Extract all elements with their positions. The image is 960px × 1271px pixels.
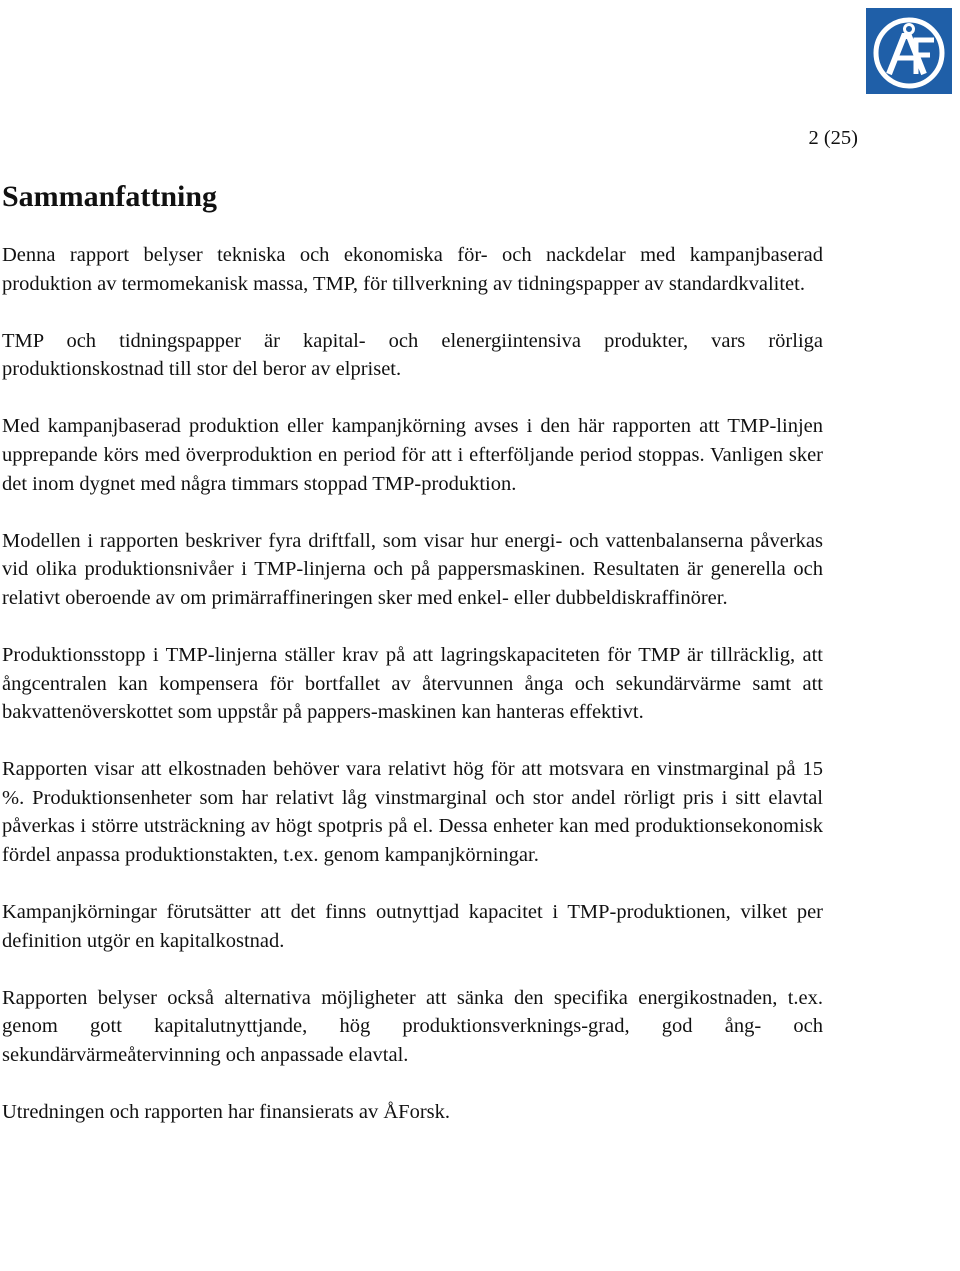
paragraph: Rapporten visar att elkostnaden behöver vara relativt hög för att motsvara en vinstmarginal på 15 %. Produktionsenheter som har relativt låg vinstmarginal och stor andel rörligt pris i sitt elavtal påverkas i större utsträckning av högt spotpris på el. Dessa enheter kan med produktionsekonomisk fördel anpassa produktionstakten, t.ex. genom kampanjkörningar. [2, 758, 823, 866]
paragraph: Denna rapport belyser tekniska och ekonomiska för- och nackdelar med kampanjbaserad produktion av termomekanisk massa, TMP, för tillverkning av tidningspapper av standardkvalitet. [2, 244, 823, 295]
summary-body [2, 241, 823, 1127]
paragraph: Kampanjkörningar förutsätter att det finns outnyttjad kapacitet i TMP-produktionen, vilket per definition utgör en kapitalkostnad. [2, 901, 823, 952]
paragraph: Rapporten belyser också alternativa möjligheter att sänka den specifika energikostnaden, t.ex. genom gott kapitalutnyttjande, hög produktionsverknings-grad, god ång- och sekundärvärmeåtervinning och anpassade elavtal. [2, 986, 823, 1066]
paragraph: Med kampanjbaserad produktion eller kampanjkörning avses i den här rapporten att TMP-linjen upprepande körs med överproduktion en period för att i efterföljande period stoppas. Vanligen sker det inom dygnet med några timmars stoppad TMP-produktion. [2, 415, 823, 495]
paragraph: TMP och tidningspapper är kapital- och elenergiintensiva produkter, vars rörliga produktionskostnad till stor del beror av elpriset. [2, 329, 823, 381]
page-number: 2 (25) [808, 127, 858, 149]
paragraph: Produktionsstopp i TMP-linjerna ställer krav på att lagringskapaciteten för TMP är tillräcklig, att ångcentralen kan kompensera för bortfallet av återvunnen ånga och sekundärvärme samt att bakvattenöverskottet som uppstår på pappers-maskinen kan hanteras effektivt. [2, 643, 823, 724]
section-heading: Sammanfattning [2, 180, 218, 213]
paragraph: Modellen i rapporten beskriver fyra driftfall, som visar hur energi- och vattenbalanserna påverkas vid olika produktionsnivåer i TMP-linjerna och på pappersmaskinen. Resultaten är generella och relativt oberoende av om primärraffineringen sker med enkel- eller dubbeldiskraffinörer. [2, 529, 823, 609]
af-logo-icon [866, 8, 952, 94]
paragraph: Utredningen och rapporten har finansierats av ÅForsk. [2, 1101, 451, 1124]
